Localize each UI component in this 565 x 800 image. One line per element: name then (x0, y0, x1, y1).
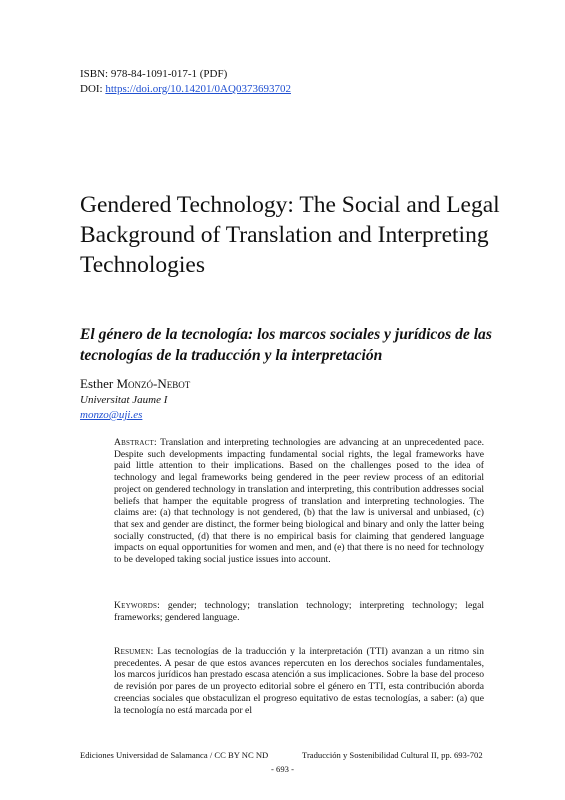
article-title: Gendered Technology: The Social and Legal Background of Translation and Interpreting Technologies (80, 192, 500, 278)
footer-journal: Traducción y Sostenibilidad Cultural II, pp. 693-702 (302, 750, 483, 760)
doi-label: DOI: (80, 83, 106, 95)
author-name (80, 375, 190, 392)
isbn-line: ISBN: 978-84-1091-017-1 (PDF) (80, 68, 228, 80)
keywords-text: gender; technology; translation technology; interpreting technology; legal frameworks; gendered language. (114, 600, 484, 623)
author-email (80, 408, 142, 422)
author-family-name: Monzó-Nebot (116, 376, 191, 391)
resumen-paragraph (114, 646, 484, 719)
page-number: - 693 - (271, 764, 294, 774)
abstract-text: Translation and interpreting technologies are advancing at an unprecedented pace. Despite such developments impacting fundamental social rights, the legal frameworks have paid little attention to their implications. Based on the challenges posed to the idea of technology and legal frameworks being gendered in the peer review process of an editorial project on gendered technology in translation and interpreting, this contribution addresses social beliefs that hamper the equitable progress of translation and interpreting technologies. The claims are: (a) that technology is not gendered, (b) that the law is universal and unbiased, (c) that sex and gender are distinct, the former being biological and binary and only the latter being socially constructed, (d) that there is no empirical basis for claiming that gendered language impacts on equal opportunities for women and men, and (e) that there is no need for technology to be developed taking social justice issues into account. (114, 437, 484, 566)
keywords-paragraph (114, 600, 484, 623)
keywords-label: Keywords: (114, 600, 161, 611)
resumen-label: Resumen: (114, 646, 154, 657)
abstract-paragraph (114, 437, 484, 566)
author-given-name: Esther (80, 376, 117, 391)
doi-line (80, 82, 291, 96)
abstract-label: Abstract: (114, 437, 157, 448)
author-email-link[interactable]: monzo@uji.es (80, 409, 143, 421)
doi-link[interactable]: https://doi.org/10.14201/0AQ0373693702 (105, 83, 291, 95)
author-affiliation: Universitat Jaume I (80, 394, 168, 406)
resumen-text: Las tecnologías de la traducción y la interpretación (TTI) avanzan a un ritmo sin precedentes. A pesar de que estos avances repercuten en los derechos sociales fundamentales, los marcos jurídicos han prestado escasa atención a sus implicaciones. Sobre la base del proceso de revisión por pares de un proyecto editorial sobre el género en TTI, esta contribución aborda creencias sociales que obstaculizan el progreso equitativo de estas tecnologías, a saber: (a) que la tecnología no está marcada por el (114, 646, 484, 716)
article-subtitle: El género de la tecnología: los marcos sociales y jurídicos de las tecnologías de la traducción y la interpretación (80, 326, 492, 364)
footer-publisher: Ediciones Universidad de Salamanca / CC BY NC ND (80, 750, 269, 760)
